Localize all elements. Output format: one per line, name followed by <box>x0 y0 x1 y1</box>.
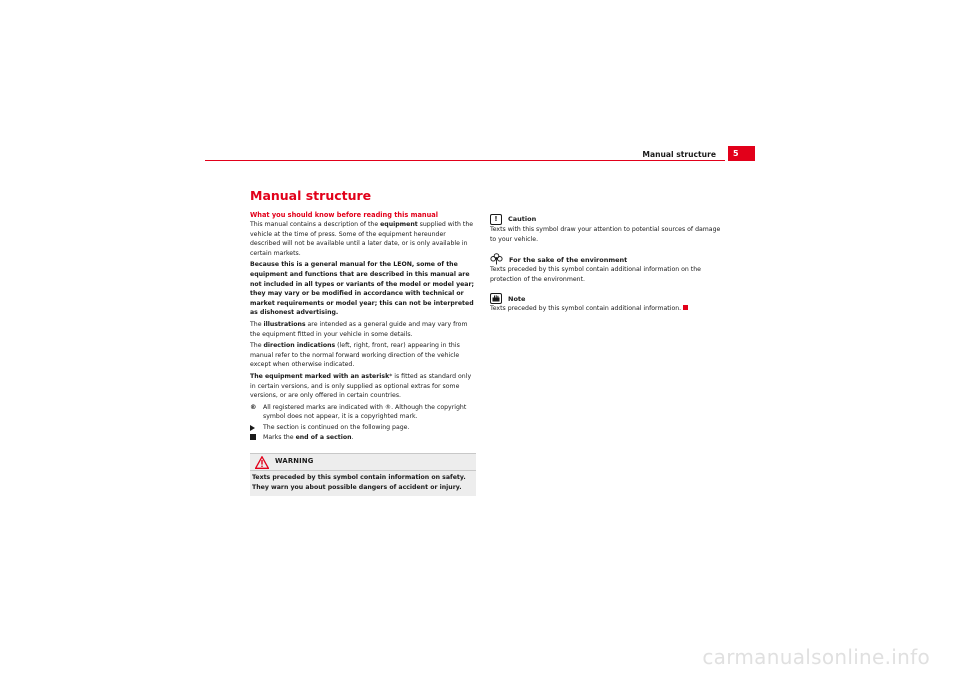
list-item-registered: ® All registered marks are indicated with ®. Although the copyright symbol does not appear, it is a copyrighted mark. <box>250 402 467 421</box>
left-column <box>250 210 476 496</box>
warning-label: WARNING <box>275 457 314 466</box>
paragraph-equipment: This manual contains a description of the equipment supplied with the vehicle at the time of press. Some of the equipment hereunder described will not be available until a later date, or is only available in certain markets. <box>250 221 474 257</box>
list-item-end-section: Marks the end of a section. <box>250 433 476 443</box>
note-text: Texts preceded by this symbol contain additional information. <box>490 304 722 314</box>
note-label: Note <box>508 294 526 303</box>
watermark: carmanualsonline.info <box>702 645 930 669</box>
paragraph-asterisk: The equipment marked with an asterisk* is fitted as standard only in certain versions, and is only supplied as optional extras for some versions, or are only offered in certain countries. <box>250 372 472 400</box>
caution-section <box>490 214 722 244</box>
environment-label: For the sake of the environment <box>509 255 628 264</box>
header-rule <box>205 160 725 161</box>
exclamation-icon: ! <box>490 214 502 225</box>
paragraph-direction: The direction indications (left, right, front, rear) appearing in this manual refer to the normal forward working direction of the vehicle except when otherwise indicated. <box>250 342 460 369</box>
environment-text: Texts preceded by this symbol contain additional information on the protection of the environment. <box>490 266 701 283</box>
warning-text: Texts preceded by this symbol contain information on safety. They warn you about possible dangers of accident or injury. <box>252 474 466 491</box>
warning-triangle-icon <box>255 456 269 469</box>
caution-text: Texts with this symbol draw your attention to potential sources of damage to your vehicle. <box>490 226 721 243</box>
paragraph-general-manual: Because this is a general manual for the LEON, some of the equipment and functions that are described in this manual are not included in all types or variants of the model or model year; they may vary or be modified in accordance with technical or market requirements or model year; this can not be interpreted as dishonest advertising. <box>250 261 475 317</box>
note-icon <box>490 293 502 304</box>
note-section <box>490 293 722 314</box>
end-of-section-icon <box>683 305 688 310</box>
caution-label: Caution <box>508 215 537 224</box>
warning-header <box>250 454 476 471</box>
flower-icon <box>490 253 503 265</box>
page-number-badge: 5 <box>728 146 755 161</box>
environment-section <box>490 253 722 284</box>
registered-icon: ® <box>250 402 257 411</box>
end-square-icon <box>250 434 256 440</box>
running-header-title: Manual structure <box>642 150 716 159</box>
section-subheading: What you should know before reading this manual <box>250 211 439 219</box>
warning-box <box>250 453 476 496</box>
page-title: Manual structure <box>250 188 372 203</box>
paragraph-illustrations: The illustrations are intended as a general guide and may vary from the equipment fitted in your vehicle in some details. <box>250 320 468 338</box>
list-item-continued: The section is continued on the following page. <box>250 423 476 433</box>
continue-arrow-icon <box>250 425 255 431</box>
right-column <box>490 212 722 323</box>
